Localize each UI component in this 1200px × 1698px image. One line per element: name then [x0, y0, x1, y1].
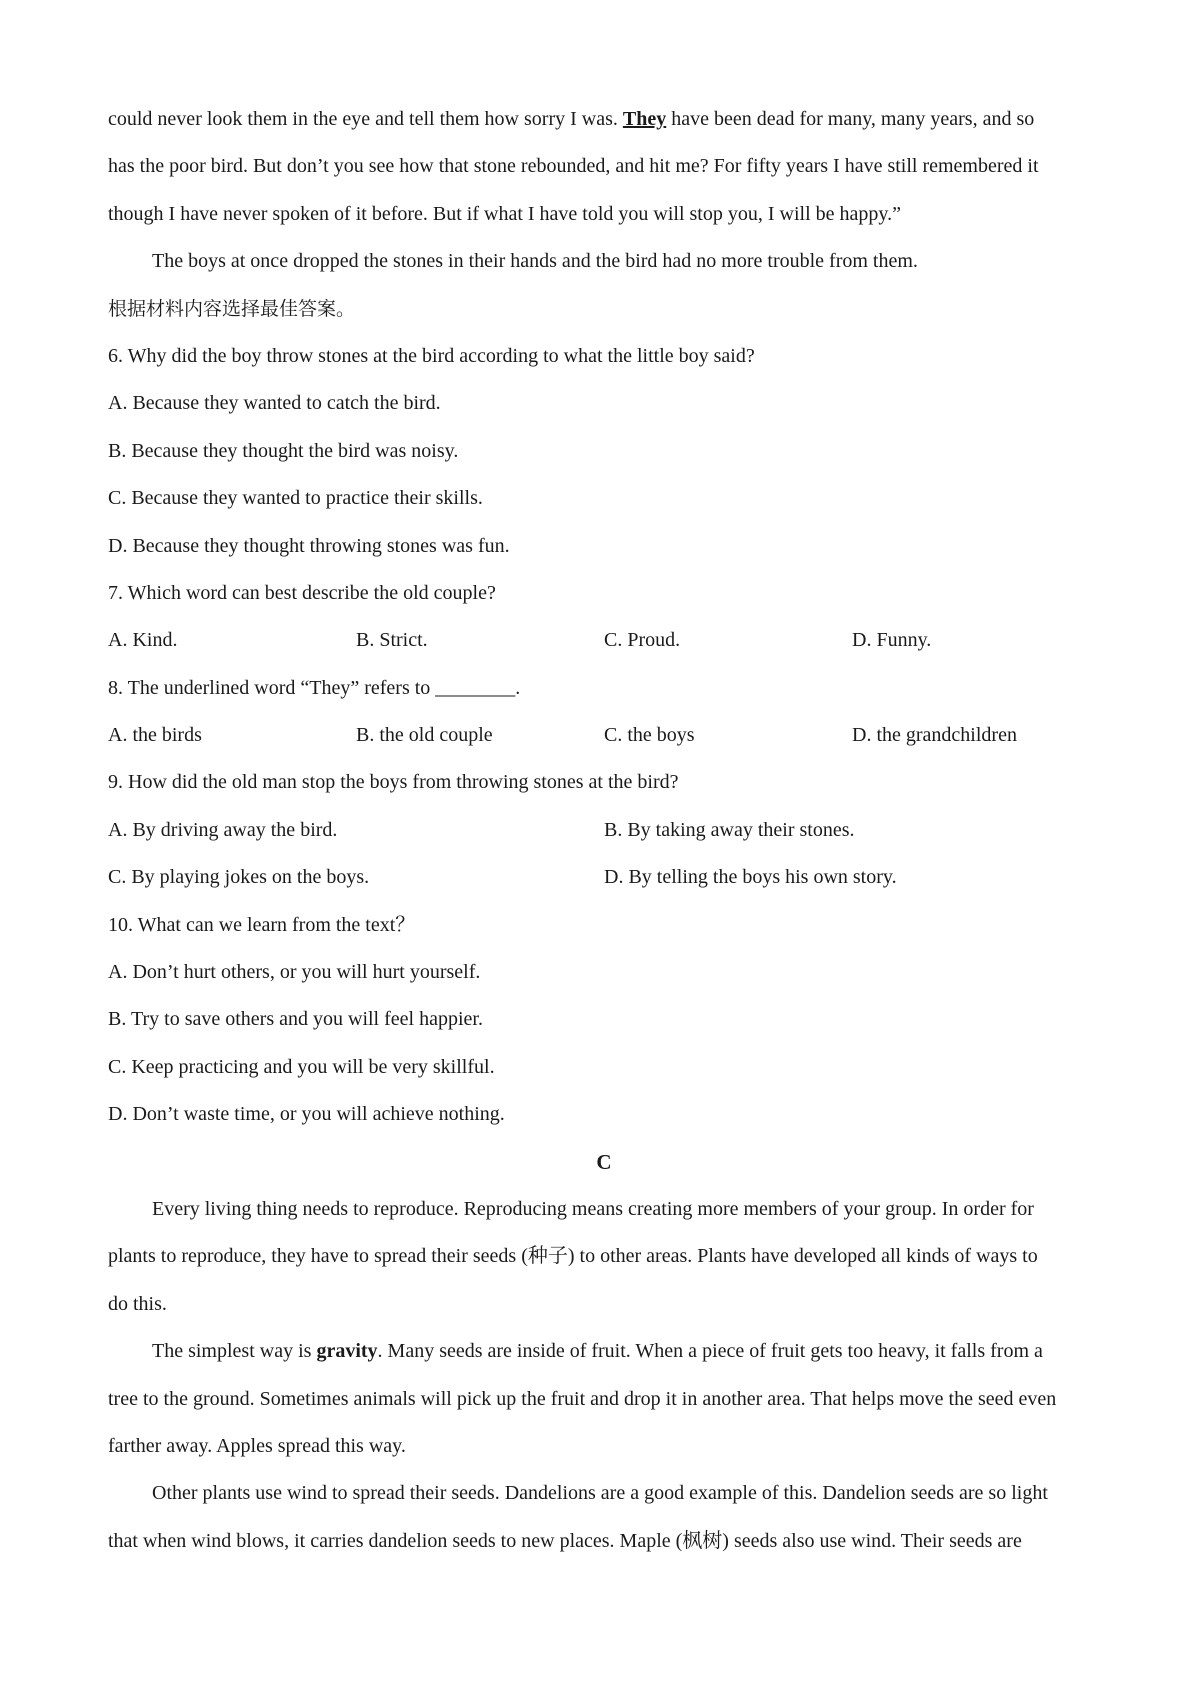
passage-line: has the poor bird. But don’t you see how that stone rebounded, and hit me? For fifty years I have still remembered it — [108, 155, 1039, 178]
option[interactable]: B. Strict. — [356, 629, 428, 652]
option[interactable]: C. Proud. — [604, 629, 681, 652]
passage-line: plants to reproduce, they have to spread their seeds (种子) to other areas. Plants have developed all kinds of ways to — [108, 1245, 1038, 1268]
passage-line: Other plants use wind to spread their seeds. Dandelions are a good example of this. Dandelion seeds are so light — [152, 1482, 1048, 1505]
question-stem: 8. The underlined word “They” refers to ________. — [108, 676, 521, 699]
option[interactable]: B. Because they thought the bird was noisy. — [108, 439, 459, 462]
passage-line — [108, 96, 1100, 143]
section-heading: C — [596, 1149, 612, 1174]
options-row — [108, 854, 1100, 901]
passage-text: have been dead for many, many years, and so — [666, 108, 1035, 130]
passage-line — [108, 1328, 1100, 1375]
option[interactable]: A. Because they wanted to catch the bird. — [108, 392, 441, 415]
option[interactable]: D. Don’t waste time, or you will achieve nothing. — [108, 1103, 505, 1126]
option[interactable]: C. By playing jokes on the boys. — [108, 866, 370, 889]
option[interactable]: B. Try to save others and you will feel happier. — [108, 1008, 483, 1031]
option[interactable]: A. the birds — [108, 724, 202, 747]
option[interactable]: D. the grandchildren — [852, 724, 1017, 747]
passage-line: that when wind blows, it carries dandelion seeds to new places. Maple (枫树) seeds also use wind. Their seeds are — [108, 1529, 1022, 1552]
option[interactable]: C. Because they wanted to practice their skills. — [108, 487, 483, 510]
options-row — [108, 617, 1100, 664]
underlined-word-they: They — [622, 108, 667, 130]
option[interactable]: D. Funny. — [852, 629, 932, 652]
option[interactable]: B. By taking away their stones. — [604, 818, 855, 841]
passage-text: could never look them in the eye and tell them how sorry I was. — [108, 108, 623, 130]
passage-text: The simplest way is — [152, 1340, 317, 1363]
passage-line: farther away. Apples spread this way. — [108, 1434, 406, 1457]
instruction-text: 根据材料内容选择最佳答案。 — [108, 297, 356, 320]
passage-line: tree to the ground. Sometimes animals will pick up the fruit and drop it in another area. That helps move the seed even — [108, 1387, 1057, 1410]
option[interactable]: C. the boys — [604, 724, 695, 747]
option[interactable]: C. Keep practicing and you will be very skillful. — [108, 1055, 495, 1078]
question-stem: 7. Which word can best describe the old couple? — [108, 581, 496, 604]
option[interactable]: A. By driving away the bird. — [108, 818, 338, 841]
passage-line: do this. — [108, 1292, 167, 1315]
option[interactable]: A. Kind. — [108, 629, 178, 652]
passage-paragraph: The boys at once dropped the stones in their hands and the bird had no more trouble from them. — [152, 250, 918, 273]
option[interactable]: A. Don’t hurt others, or you will hurt yourself. — [108, 961, 481, 984]
passage-text: . Many seeds are inside of fruit. When a piece of fruit gets too heavy, it falls from a — [377, 1340, 1043, 1363]
question-stem: 10. What can we learn from the text？ — [108, 913, 416, 936]
option[interactable]: D. Because they thought throwing stones was fun. — [108, 534, 510, 557]
document-page — [108, 96, 1100, 1565]
option[interactable]: D. By telling the boys his own story. — [604, 866, 897, 889]
question-stem: 6. Why did the boy throw stones at the bird according to what the little boy said? — [108, 344, 755, 367]
option[interactable]: B. the old couple — [356, 724, 493, 747]
question-stem: 9. How did the old man stop the boys from throwing stones at the bird? — [108, 771, 679, 794]
passage-line: though I have never spoken of it before. But if what I have told you will stop you, I will be happy.” — [108, 202, 901, 225]
bold-word-gravity: gravity — [316, 1340, 378, 1363]
passage-line: Every living thing needs to reproduce. Reproducing means creating more members of your group. In order for — [152, 1197, 1034, 1220]
options-row — [108, 712, 1100, 759]
options-row — [108, 807, 1100, 854]
